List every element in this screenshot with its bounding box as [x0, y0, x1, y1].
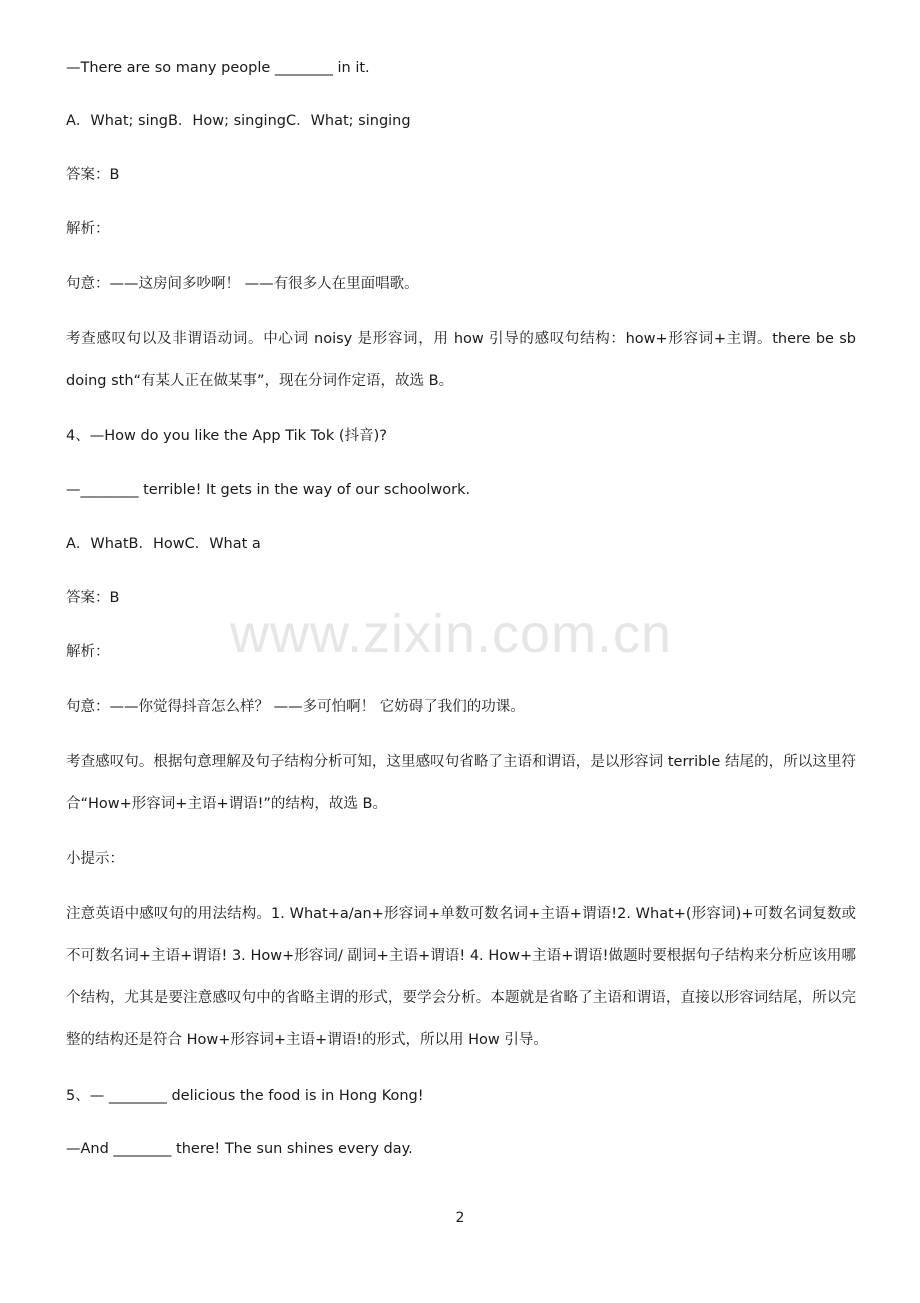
- q3-analysis-label: 解析：: [66, 221, 110, 237]
- q3-options: A．What; singB．How; singingC．What; singing: [66, 113, 411, 129]
- q4-reply: —________ terrible! It gets in the way of our schoolwork.: [66, 482, 471, 498]
- q4-explanation: 考查感叹句。根据句意理解及句子结构分析可知，这里感叹句省略了主语和谓语，是以形容词 terrible 结尾的，所以这里符合“How+形容词+主语+谓语!”的结构，故选 B。: [66, 754, 856, 812]
- q5-reply: —And ________ there! The sun shines every day.: [66, 1141, 413, 1157]
- q4-answer: 答案：B: [66, 590, 120, 606]
- q4-question: 4、—How do you like the App Tik Tok (抖音)?: [66, 428, 387, 444]
- q3-meaning: 句意：——这房间多吵啊！ ——有很多人在里面唱歌。: [66, 276, 419, 292]
- tip-text: 注意英语中感叹句的用法结构。1. What+a/an+形容词+单数可数名词+主语+谓语!2. What+(形容词)+可数名词复数或不可数名词+主语+谓语! 3. How+形容词/ 副词+主语+谓语! 4. How+主语+谓语!做题时要根据句子结构来分析应该用哪个结构，尤其是要注意感叹句中的省略主谓的形式，要学会分析。本题就是省略了主语和谓语，直接以形容词结尾，所以完整的结构还是符合 How+形容词+主语+谓语!的形式，所以用 How 引导。: [66, 906, 856, 1048]
- q4-analysis-label: 解析：: [66, 644, 110, 660]
- q4-meaning: 句意：——你觉得抖音怎么样？ ——多可怕啊！ 它妨碍了我们的功课。: [66, 699, 525, 715]
- tip-label: 小提示：: [66, 851, 124, 867]
- q5-question: 5、— ________ delicious the food is in Hong Kong!: [66, 1088, 424, 1104]
- q4-options: A．WhatB．HowC．What a: [66, 536, 261, 552]
- q3-explanation: 考查感叹句以及非谓语动词。中心词 noisy 是形容词，用 how 引导的感叹句结构：how+形容词+主谓。there be sb doing sth“有某人正在做某事”，现在分词作定语，故选 B。: [66, 331, 856, 389]
- watermark: www.zixin.com.cn: [230, 604, 673, 664]
- q3-answer: 答案：B: [66, 167, 120, 183]
- q3-reply: —There are so many people ________ in it.: [66, 60, 370, 76]
- page-number: 2: [455, 1210, 465, 1226]
